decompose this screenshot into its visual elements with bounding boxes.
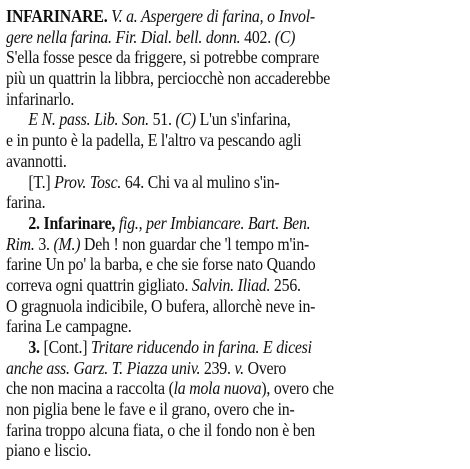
text-line: [6, 192, 462, 213]
text-run: 51.: [148, 109, 176, 130]
text-line: [6, 68, 462, 89]
text-run: L'un s'infarina,: [195, 109, 291, 130]
text-run: più un quattrin la libbra, perciocchè non accaderebbe: [6, 68, 331, 89]
text-run: (C): [274, 26, 296, 47]
text-line: [6, 172, 462, 193]
text-run: infarinarlo.: [6, 88, 75, 109]
text-run: v.: [234, 357, 244, 378]
text-run: farina Le campagne.: [6, 316, 132, 337]
text-line: [6, 440, 462, 461]
text-run: che non macina a raccolta (: [6, 378, 174, 399]
text-line: [6, 254, 462, 275]
text-line: [6, 296, 462, 317]
text-run: 64. Chi va al mulino s'in-: [121, 171, 280, 192]
text-run: Prov. Tosc.: [54, 171, 122, 192]
text-line: [6, 378, 462, 399]
text-line: [6, 47, 462, 68]
text-run: INFARINARE.: [6, 6, 108, 26]
text-run: O gragnuola indicibile, O bufera, allorchè neve in-: [6, 295, 316, 316]
text-run: gere nella farina. Fir. Dial. bell. donn.: [6, 26, 241, 47]
text-run: [Cont.]: [43, 337, 92, 357]
text-run: avannotti.: [6, 150, 67, 171]
text-run: Salvin. Iliad.: [191, 274, 271, 295]
text-run: farine Un po' la barba, e che sie forse nato Quando: [6, 254, 316, 275]
text-run: ), overo che: [261, 378, 334, 399]
text-run: 402.: [240, 26, 275, 47]
text-run: fig., per Imbiancare. Bart. Ben.: [115, 212, 311, 233]
text-run: 256.: [270, 274, 301, 295]
text-line: [6, 399, 462, 420]
text-line: [6, 316, 462, 337]
text-line: [6, 275, 462, 296]
text-run: V. a. Aspergere di farina, o Invol-: [107, 6, 315, 26]
text-run: S'ella fosse pesce da friggere, si potrebbe comprare: [6, 47, 320, 68]
text-run: la mola nuova: [173, 378, 262, 399]
text-run: E N. pass. Lib. Son.: [28, 109, 149, 130]
text-line: [6, 130, 462, 151]
text-line: [6, 420, 462, 441]
text-run: [T.]: [28, 171, 55, 192]
text-run: 2.: [28, 212, 44, 233]
text-line: [6, 151, 462, 172]
text-run: Tritare riducendo in farina. E dicesi: [91, 337, 312, 357]
text-run: 239.: [200, 357, 235, 378]
text-run: Rim.: [6, 233, 35, 254]
text-run: Deh ! non guardar che 'l tempo m'in-: [80, 233, 310, 254]
text-run: (M.): [53, 233, 81, 254]
text-line: [6, 109, 462, 130]
text-run: farina.: [6, 192, 46, 213]
text-line: [6, 6, 462, 27]
text-run: piano e liscio.: [6, 440, 92, 461]
text-line: [6, 358, 462, 379]
text-run: correva ogni quattrin gigliato.: [6, 274, 192, 295]
text-line: [6, 337, 462, 358]
text-run: Overo: [243, 357, 287, 378]
text-run: 3.: [34, 233, 54, 254]
text-run: farina troppo alcuna fiata, o che il fondo non è ben: [6, 419, 315, 440]
text-line: [6, 27, 462, 48]
text-run: e in punto è la padella, E l'altro va pescando agli: [6, 130, 302, 151]
text-line: [6, 89, 462, 110]
text-line: [6, 234, 462, 255]
text-run: anche ass. Garz. T. Piazza univ.: [6, 357, 201, 378]
text-run: Infarinare,: [43, 212, 116, 233]
text-run: (C): [175, 109, 196, 130]
text-run: 3.: [28, 337, 44, 357]
text-line: [6, 213, 462, 234]
text-run: non piglia bene le fave e il grano, overo che in-: [6, 399, 295, 420]
